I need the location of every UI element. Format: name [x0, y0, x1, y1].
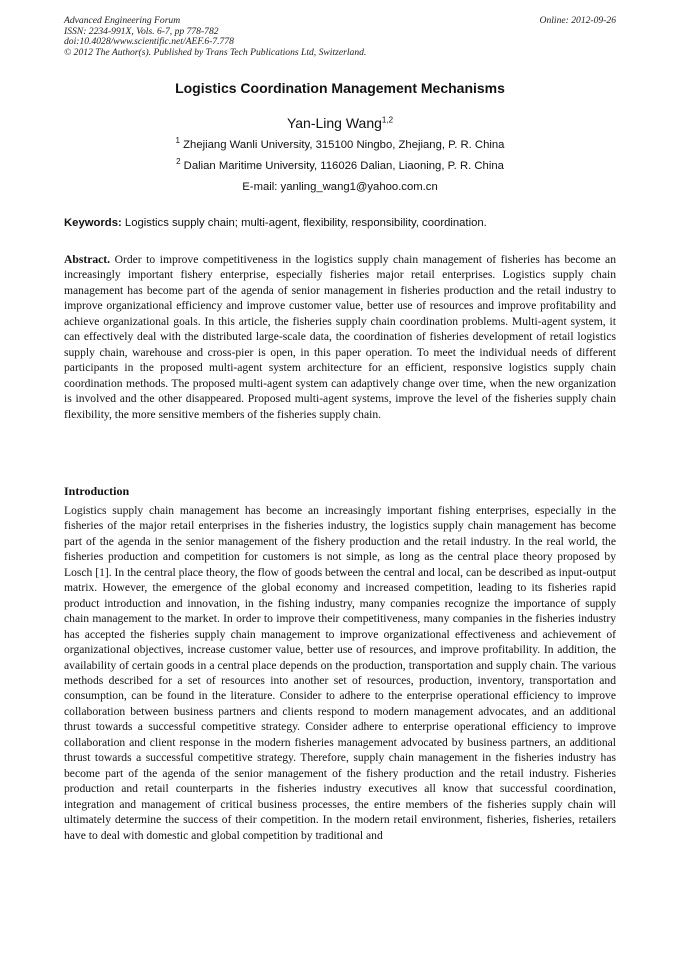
- author-email: E-mail: yanling_wang1@yahoo.com.cn: [242, 181, 438, 193]
- affiliation-mark: 2: [176, 157, 181, 167]
- author-affiliation-marks: 1,2: [381, 115, 394, 125]
- paper-title: Logistics Coordination Management Mechanisms: [175, 80, 505, 96]
- issn-line: ISSN: 2234-991X, Vols. 6-7, pp 778-782: [64, 25, 219, 37]
- abstract-label: Abstract.: [64, 253, 111, 266]
- affiliation-text: Dalian Maritime University, 116026 Dalian, Liaoning, P. R. China: [183, 160, 504, 172]
- running-header: [64, 16, 616, 58]
- keywords-label: Keywords:: [64, 217, 122, 229]
- abstract-text: Order to improve competitiveness in the logistics supply chain management of fisheries has become an increasingly important fishery enterprise, especially fisheries major retail enterprises. Logistics supply chain management has become part of the agenda of senior management in fisheries production and the retail industry to improve organizational efficiency and improve customer value, better use of resources and improve profitability and achieve organizational goals. In this article, the fisheries supply chain coordination problems. Multi-agent system, it can effectively deal with the distributed large-scale data, the coordination of fisheries development of retail logistics supply chain, warehouse and cross-pier is open, in this paper operation. To meet the individual needs of different participants in the proposed multi-agent system architecture for an efficient, responsive logistics supply chain coordination methods. The proposed multi-agent system can adaptively change over time, when the new organization is involved and the other disappeared. Proposed multi-agent systems, improve the level of the fisheries supply chain flexibility, the more sensitive members of the fisheries supply chain.: [64, 253, 616, 421]
- affiliation-mark: 1: [175, 136, 180, 146]
- author-name: Yan-Ling Wang: [286, 115, 382, 131]
- abstract: [64, 252, 616, 422]
- journal-name: Advanced Engineering Forum: [64, 15, 181, 26]
- keywords-text: Logistics supply chain; multi-agent, flexibility, responsibility, coordination.: [124, 217, 487, 229]
- introduction-heading: Introduction: [64, 484, 130, 498]
- online-date: Online: 2012-09-26: [539, 15, 616, 26]
- copyright-line: © 2012 The Author(s). Published by Trans Tech Publications Ltd, Switzerland.: [64, 46, 367, 58]
- keywords: [64, 217, 616, 229]
- introduction-body: Logistics supply chain management has become an increasingly important fishing enterprises, especially in the fisheries of the major retail enterprises in the fisheries industry, the logistics supply chain management has become part of the agenda in the senior management of the fishery production and the retail industry. In the real world, the fisheries production and competition for customers is not simple, as long as the central place theory proposed by Losch [1]. In the central place theory, the flow of goods between the central and local, can be described as input-output matrix. However, the emergence of the global economy and increased competition, leading to its fisheries rapid product introduction and innovation, in the fishing industry, many companies recognize the importance of supply chain management to the market. In order to improve their competitiveness, many companies in the fisheries industry has accepted the fisheries supply chain management to improve organizational effectiveness and achievement of organizational objectives, increase customer value, better use of resources, and improve profitability. In addition, the availability of certain goods in a central place depends on the production, transportation and supply chain. The various methods described for a set of resources into another set of resources, production, inventory, transportation and consumption, can be found in the literature. Consider to adhere to the enterprise operational efficiency to improve collaboration between business partners and clients respond to modern management advocates, and an additional thrust towards a successful competitive strategy. Consider adhere to enterprise operational efficiency to improve collaboration and client response in the modern fisheries management advocated by business partners, an additional thrust towards a successful competitive strategy. Therefore, supply chain management in the fisheries industry has become part of the agenda of the senior management of the fishery production and the retail industry. Fisheries production and retail counterparts in the fisheries industry executives all know that successful coordination, integration and management of critical business processes, the entire members of the fisheries supply chain will ultimately determine the success of their competition. In the modern retail environment, fisheries, fisheries, retailers have to deal with domestic and global competition by traditional and: [64, 504, 616, 842]
- author-line: [64, 115, 616, 131]
- affiliation-text: Zhejiang Wanli University, 315100 Ningbo, Zhejiang, P. R. China: [183, 139, 505, 151]
- doi-line: doi:10.4028/www.scientific.net/AEF.6-7.778: [64, 36, 234, 48]
- affiliation-2: [64, 157, 616, 172]
- affiliation-1: [64, 136, 616, 151]
